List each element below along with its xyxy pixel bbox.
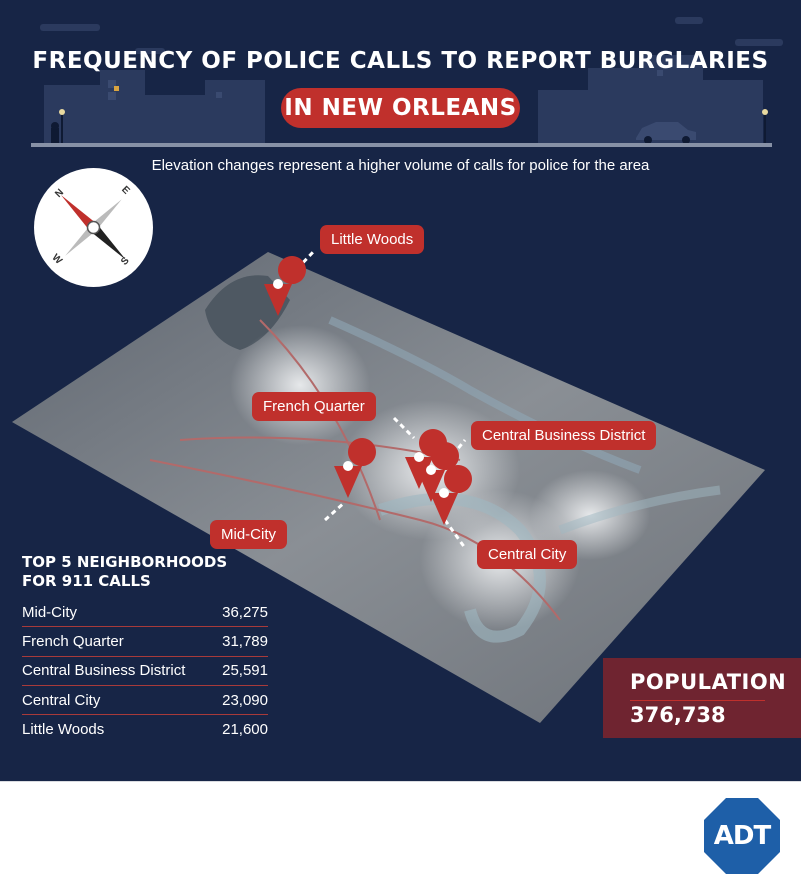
population-divider	[630, 700, 765, 701]
population-label: POPULATION	[630, 670, 787, 694]
compass-south: S	[119, 255, 132, 268]
ranking-name: Little Woods	[22, 721, 105, 739]
adt-logo	[703, 797, 781, 875]
ranking-name: Central City	[22, 691, 101, 709]
ranking-row	[22, 627, 268, 656]
population-box	[603, 658, 801, 738]
ranking-row	[22, 715, 268, 744]
population-value: 376,738	[630, 703, 726, 727]
ranking-title-line1: TOP 5 NEIGHBORHOODS	[22, 553, 228, 571]
compass-west: W	[49, 252, 64, 267]
label-mid-city: Mid-City	[210, 520, 287, 549]
map-caption: Elevation changes represent a higher volume of calls for police for the area	[151, 157, 650, 174]
ranking-title	[22, 553, 252, 591]
ranking-name: Central Business District	[22, 662, 186, 680]
label-central-business-district: Central Business District	[471, 421, 656, 450]
label-little-woods: Little Woods	[320, 225, 424, 254]
page-title: FREQUENCY OF POLICE CALLS TO REPORT BURGLARIES	[32, 48, 769, 74]
label-central-city: Central City	[477, 540, 577, 569]
ranking-row	[22, 686, 268, 715]
ranking-name: French Quarter	[22, 632, 124, 650]
ranking-value: 36,275	[222, 603, 268, 621]
ranking-row	[22, 598, 268, 627]
ranking-value: 31,789	[222, 632, 268, 650]
ranking-value: 21,600	[222, 721, 268, 739]
adt-logo-text: ADT	[713, 821, 771, 851]
ranking-title-line2: FOR 911 CALLS	[22, 572, 151, 590]
ranking-list	[22, 598, 268, 744]
ranking-name: Mid-City	[22, 603, 77, 621]
skyline-ground-line	[31, 143, 772, 147]
ranking-value: 23,090	[222, 691, 268, 709]
ranking-row	[22, 657, 268, 686]
compass-north: N	[53, 187, 67, 200]
label-french-quarter: French Quarter	[252, 392, 376, 421]
footer	[0, 781, 801, 888]
ranking-value: 25,591	[222, 662, 268, 680]
compass-east: E	[119, 184, 132, 197]
city-subtitle: IN NEW ORLEANS	[281, 88, 520, 128]
